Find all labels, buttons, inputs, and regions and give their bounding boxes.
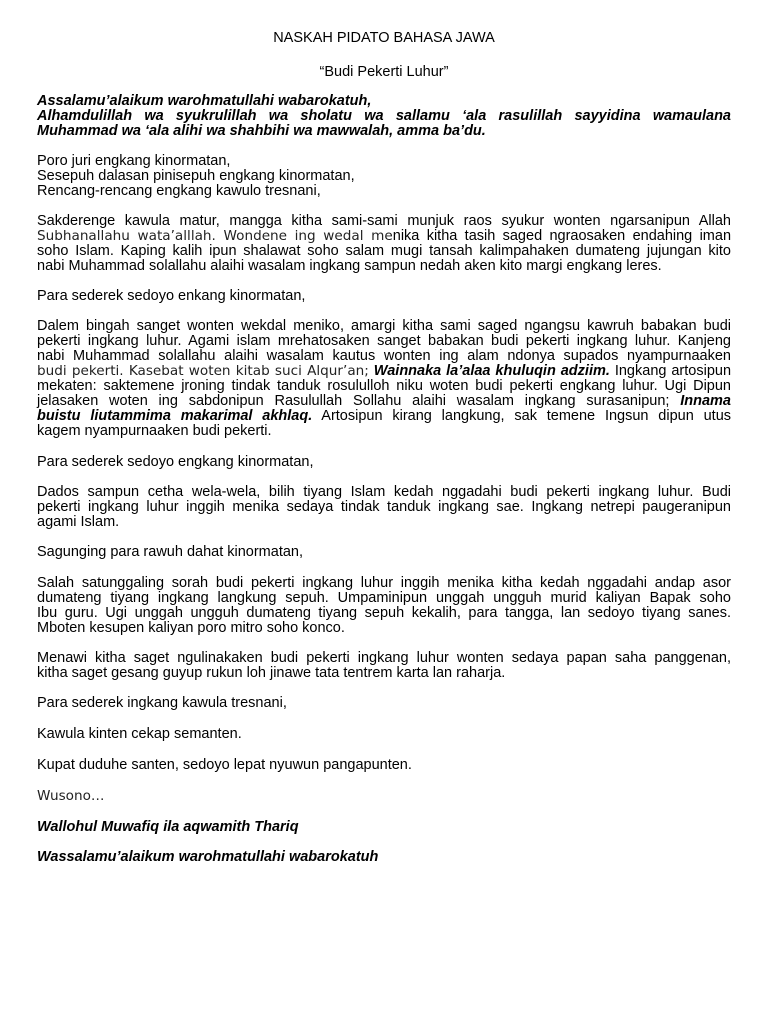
closing-salam: Wassalamu’alaikum warohmatullahi wabarokatuh — [37, 849, 379, 865]
paragraph-5-line-2: kitha saget gesang guyup rukun loh jinawe tata tentrem karta lan raharja. — [37, 665, 506, 681]
wusono-line: Wusono… — [37, 788, 105, 804]
greeting-line-2: Sesepuh dalasan pinisepuh engkang kinormatan, — [37, 168, 355, 184]
address-line-3: Sagunging para rawuh dahat kinormatan, — [37, 544, 304, 560]
paragraph-2-line-2: pekerti ingkang luhur. Agami islam mrehatosaken sanget babakan budi pekerti ingkang luhur. Kanjeng — [37, 333, 731, 349]
wallohul-line: Wallohul Muwafiq ila aqwamith Thariq — [37, 819, 299, 835]
closing-line-1: Kawula kinten cekap semanten. — [37, 726, 242, 742]
paragraph-2-line-8: kagem nyampurnaaken budi pekerti. — [37, 423, 272, 439]
paragraph-4-line-4: Mboten kesupen kaliyan poro mitro soho konco. — [37, 620, 345, 636]
address-line-4: Para sederek ingkang kawula tresnani, — [37, 695, 287, 711]
paragraph-2-line-1: Dalem bingah sanget wonten wekdal meniko, amargi kitha sami saged ngangsu kawruh babakan budi — [37, 318, 731, 334]
paragraph-2-line-4 — [37, 363, 731, 379]
paragraph-2-line-6 — [37, 393, 731, 409]
opening-prayer-line-2: Muhammad wa ‘ala alihi wa shahbihi wa mawwalah, amma ba’du. — [37, 123, 486, 139]
address-line-1: Para sederek sedoyo enkang kinormatan, — [37, 288, 306, 304]
paragraph-4-line-3: Ibu guru. Ugi unggah ungguh dumateng tiyang sepuh kekalih, para tangga, lan sedoyo tiyang sanes. — [37, 605, 731, 621]
paragraph-1-line-2 — [37, 228, 731, 244]
paragraph-2-line-7 — [37, 408, 731, 424]
closing-line-2: Kupat duduhe santen, sedoyo lepat nyuwun pangapunten. — [37, 757, 412, 773]
paragraph-2-line-4-rest: Ingkang artosipun — [614, 363, 732, 379]
address-line-2: Para sederek sedoyo engkang kinormatan, — [37, 454, 314, 470]
paragraph-1-line-3: soho Islam. Kaping kalih ipun shalawat soho salam mugi tansah kalimpahaken dumateng jujungan kito — [37, 243, 731, 259]
paragraph-2-line-3: nabi Muhammad solallahu alaihi wasalam kautus wonten ing alam ndonya supados nyampurnaaken — [37, 348, 731, 364]
paragraph-3-line-3: agami Islam. — [37, 514, 120, 530]
paragraph-1-line-1: Sakderenge kawula matur, mangga kitha sami-sami munjuk raos syukur wonten ngarsanipun Allah — [37, 213, 731, 229]
paragraph-2-line-5: mekaten: saktemene jroning tindak tanduk rosululloh niku woten budi pekerti engkang luhur. Ugi Dipun — [37, 378, 731, 394]
paragraph-4-line-1: Salah satunggaling sorah budi pekerti ingkang luhur inggih menika kitha kedah nggadahi andap asor — [37, 575, 731, 591]
greeting-line-1: Poro juri engkang kinormatan, — [37, 153, 231, 169]
paragraph-3-line-1: Dados sampun cetha wela-wela, bilih tiyang Islam kedah nggadahi budi pekerti ingkang luhur. Budi — [37, 484, 731, 500]
quran-quote: Wainnaka la’alaa khuluqin adziim. — [373, 363, 610, 379]
paragraph-5-line-1: Menawi kitha saget ngulinakaken budi pekerti ingkang luhur wonten sedaya papan saha panggenan, — [37, 650, 731, 666]
greeting-line-3: Rencang-rencang engkang kawulo tresnani, — [37, 183, 321, 199]
paragraph-1-line-4: nabi Muhammad solallahu alaihi wasalam ingkang sampun nedah aken kito margi engkang leres. — [37, 258, 662, 274]
opening-prayer-line-1: Alhamdulillah wa syukrulillah wa sholatu wa sallamu ‘ala rasulillah sayyidina wamaulana — [37, 108, 731, 124]
paragraph-2-line-6-text: jelasaken woten ing sabdonipun Rasulullah Sollahu alaihi wasalam ingkang surasanipun; — [37, 393, 670, 409]
hadith-quote-start: Innama — [680, 393, 731, 409]
paragraph-1-line-2-rest: nika kitha tasih saged ngraosaken endahing iman — [392, 228, 732, 244]
paragraph-2-line-7-text: Artosipun kirang langkung, sak temene Ingsun dipun utus — [321, 408, 732, 424]
document-title: NASKAH PIDATO BAHASA JAWA — [273, 30, 495, 46]
document-subtitle: “Budi Pekerti Luhur” — [319, 64, 449, 80]
opening-salam: Assalamu’alaikum warohmatullahi wabarokatuh, — [37, 93, 372, 109]
paragraph-3-line-2: pekerti ingkang luhur inggih menika sedaya tindak tanduk ingkang sae. Ingkang netrepi paugeranipun — [37, 499, 731, 515]
hadith-quote-end: buistu liutammima makarimal akhlaq. — [37, 408, 313, 424]
paragraph-1-line-2-light: Subhanallahu wata’alllah. Wondene ing wedal me — [37, 228, 393, 244]
paragraph-2-line-4-light: budi pekerti. Kasebat woten kitab suci Alqur’an; — [37, 363, 369, 379]
paragraph-4-line-2: dumateng tiyang ingkang langkung sepuh. Umpaminipun unggah ungguh murid kaliyan Bapak soho — [37, 590, 731, 606]
